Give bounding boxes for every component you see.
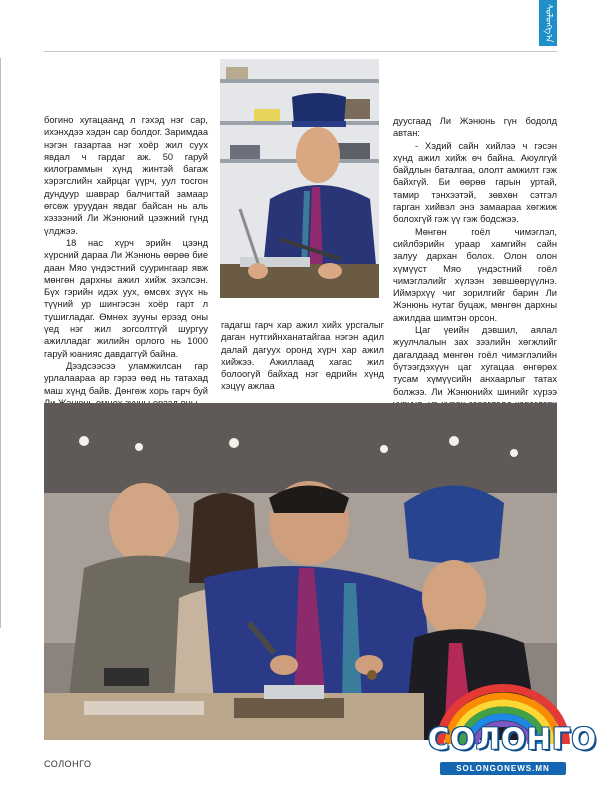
silversmith-portrait-illustration (220, 59, 379, 298)
paragraph: - Хэдий сайн хийлээ ч гэсэн хүнд ажил хийж өч байна. Аюулгүй байдлын баталгаа, ололт амжилт гэж байхгүй. Би өөрөө гарын уртай, тамир тэнхээтэй, зөвхөн сэтгэл гарган хийвэл энэ замаараа хөгжиж болохгүй гэж үү гэж бодсжээ. (393, 140, 557, 225)
silversmith-portrait-photo (220, 59, 379, 298)
article-column-1 (44, 114, 208, 409)
paragraph-text: Цаг үеийн дэвшил, аялал жуулчлалын зах зээлийн хөгжлийг дагалдаад мөнгөн гоёл чимэглэлийн бүтээгдэхүүн цаг хугацаа өнгөрөх тусам хүмүүсийн анхаарлыг татах болжээ. Ли Жэнюнийх шинийг хүрээ (393, 325, 557, 397)
paragraph: 18 нас хүрч эрийн цээнд хүрсний дараа Ли Жэнюнь өөрөө бие даан Мяо үндэстний суурингаар явж мөнгөн дархны ажил хийж эхэлсэн. Бүх гэрийн идэх уух, өмсөх зүүх нь түүний ур шингэсэн хоёр гарт л тушигладаг. Өмнөх зууны ерээд оны үед нэг жил зогсолтгүй шургуу ажилладаг жилийн орлого нь 1000 гаруй юанияс давдаггүй байна. (44, 237, 208, 359)
article-column-2 (221, 319, 384, 393)
logo-wordmark: СОЛОНГО (428, 722, 598, 756)
solongo-logo (428, 682, 598, 792)
paragraph: Дээдсээсээ уламжилсан гар урлалаараа ар гэрээ өөд нь татахад маш хүнд байв. Дөнгөж хорь гарч буй (44, 360, 208, 396)
magazine-footer-label: СОЛОНГО (44, 759, 92, 769)
left-rule (0, 58, 1, 628)
header-rule (44, 51, 557, 52)
paragraph: гадагш гарч хар ажил хийх урсгалыг даган нутгийнханатайгаа нэгэн адил далай дагуух оронд хүрч хар ажил хийжээ. Ажиллаад хагас жил болоогүй байхад нэг өдрийн хүнд хэцүү ажлаа (221, 320, 384, 392)
section-tab-text: ᠰᠣᠯᠣᠩᠭ᠎ᠠ (543, 3, 553, 43)
paragraph: богино хугацаанд л гэхэд нэг сар, ихэнхдээ хэдэн сар болдог. Заримдаа нэгэн газартаа нэг хоёр жил суух явдал ч гардаг аж. 50 гаруй килограммын хүнд жинтэй багаж хэрэгслийн хайрцаг үүрч, уул тосгон дундуур шаврар балчигтай замаар өгсөж уруудан явдаг байсан нь аль хэзээний Ли Жэнюний цээжний гүнд үлджээ. (44, 115, 208, 236)
section-tab (539, 0, 557, 46)
paragraph: Мөнгөн гоёл чимэглэл, сийлбэрийн ураар хамгийн сайн залуу дархан болох. Олон олон хүмүүст Мяо үндэстний гоёл чимэглэлийг хүлээн зөвшөөрүүлнэ. Иймэрхүү чиг зорилгийг барин Ли Жэнюнь нутаг буцаж, мөнгөн дархны ажилдаа шимтэн орсон. (393, 226, 557, 323)
paragraph: дуусгаад Ли Жэнюнь гүн бодолд автан: (393, 116, 557, 139)
logo-url: SOLONGONEWS.MN (440, 762, 566, 775)
